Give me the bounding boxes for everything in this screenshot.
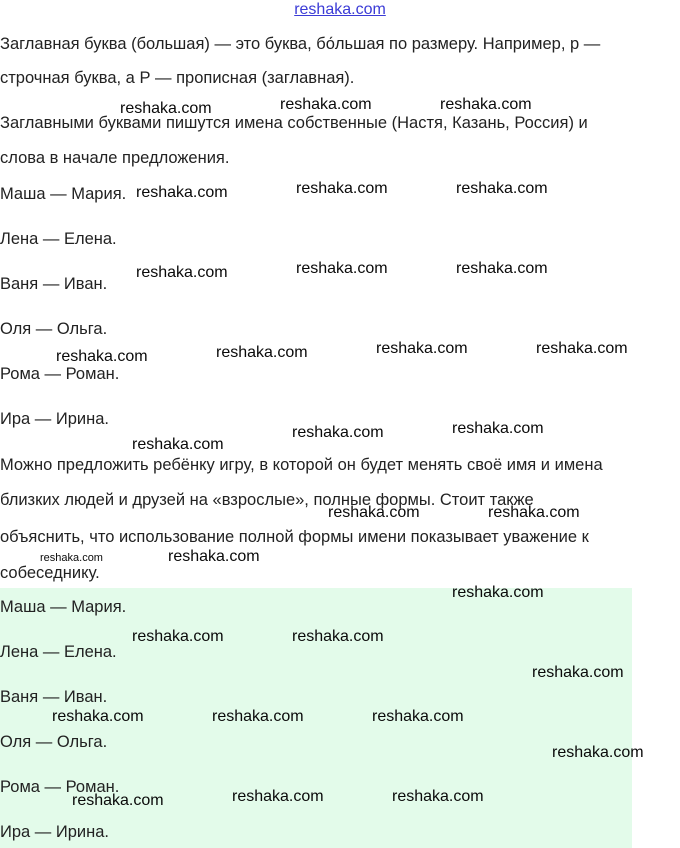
paragraph-3-line-4: собеседнику.: [0, 564, 100, 582]
name-pair: Маша — Мария.: [0, 185, 127, 203]
watermark: reshaka.com: [532, 664, 624, 681]
name-pair: Оля — Ольга.: [0, 320, 108, 338]
watermark: reshaka.com: [296, 260, 388, 277]
watermark: reshaka.com: [452, 584, 544, 601]
watermark: reshaka.com: [452, 420, 544, 437]
name-pair: Рома — Роман.: [0, 365, 120, 383]
paragraph-2-line-1: Заглавными буквами пишутся имена собственные (Настя, Казань, Россия) и: [0, 114, 588, 132]
paragraph-1-line-1: Заглавная буква (большая) — это буква, бо́льшая по размеру. Например, р —: [0, 35, 601, 53]
watermark: reshaka.com: [488, 504, 580, 521]
paragraph-3-line-3: объяснить, что использование полной формы имени показывает уважение к: [0, 528, 589, 546]
name-pair: Лена — Елена.: [0, 230, 117, 248]
name-pair: Ваня — Иван.: [0, 275, 108, 293]
watermark: reshaka.com: [456, 260, 548, 277]
answer-name-pair: Ваня — Иван.: [0, 688, 108, 706]
watermark: reshaka.com: [372, 708, 464, 725]
watermark: reshaka.com: [52, 708, 144, 725]
watermark: reshaka.com: [392, 788, 484, 805]
name-pair: Ира — Ирина.: [0, 410, 110, 428]
site-header-link[interactable]: reshaka.com: [294, 1, 386, 18]
watermark: reshaka.com: [136, 184, 228, 201]
watermark: reshaka.com: [168, 548, 260, 565]
watermark: reshaka.com: [232, 788, 324, 805]
paragraph-1-line-2: строчная буква, а Р — прописная (заглавная).: [0, 69, 355, 87]
paragraph-2-line-2: слова в начале предложения.: [0, 149, 230, 167]
watermark: reshaka.com: [216, 344, 308, 361]
watermark: reshaka.com: [536, 340, 628, 357]
watermark: reshaka.com: [376, 340, 468, 357]
paragraph-3-line-1: Можно предложить ребёнку игру, в которой он будет менять своё имя и имена: [0, 456, 603, 474]
watermark: reshaka.com: [292, 628, 384, 645]
answer-name-pair: Ира — Ирина.: [0, 823, 110, 841]
watermark: reshaka.com: [456, 180, 548, 197]
watermark: reshaka.com: [40, 552, 103, 564]
watermark: reshaka.com: [120, 100, 212, 117]
paragraph-3-line-2: близких людей и друзей на «взрослые», полные формы. Стоит также: [0, 491, 534, 509]
answer-name-pair: Лена — Елена.: [0, 643, 117, 661]
answer-name-pair: Рома — Роман.: [0, 778, 120, 796]
answer-name-pair: Маша — Мария.: [0, 598, 127, 616]
watermark: reshaka.com: [328, 504, 420, 521]
watermark: reshaka.com: [552, 744, 644, 761]
watermark: reshaka.com: [132, 628, 224, 645]
watermark: reshaka.com: [440, 96, 532, 113]
watermark: reshaka.com: [212, 708, 304, 725]
watermark: reshaka.com: [136, 264, 228, 281]
watermark: reshaka.com: [292, 424, 384, 441]
watermark: reshaka.com: [296, 180, 388, 197]
watermark: reshaka.com: [56, 348, 148, 365]
watermark: reshaka.com: [280, 96, 372, 113]
watermark: reshaka.com: [132, 436, 224, 453]
watermark: reshaka.com: [72, 792, 164, 809]
answer-name-pair: Оля — Ольга.: [0, 733, 108, 751]
